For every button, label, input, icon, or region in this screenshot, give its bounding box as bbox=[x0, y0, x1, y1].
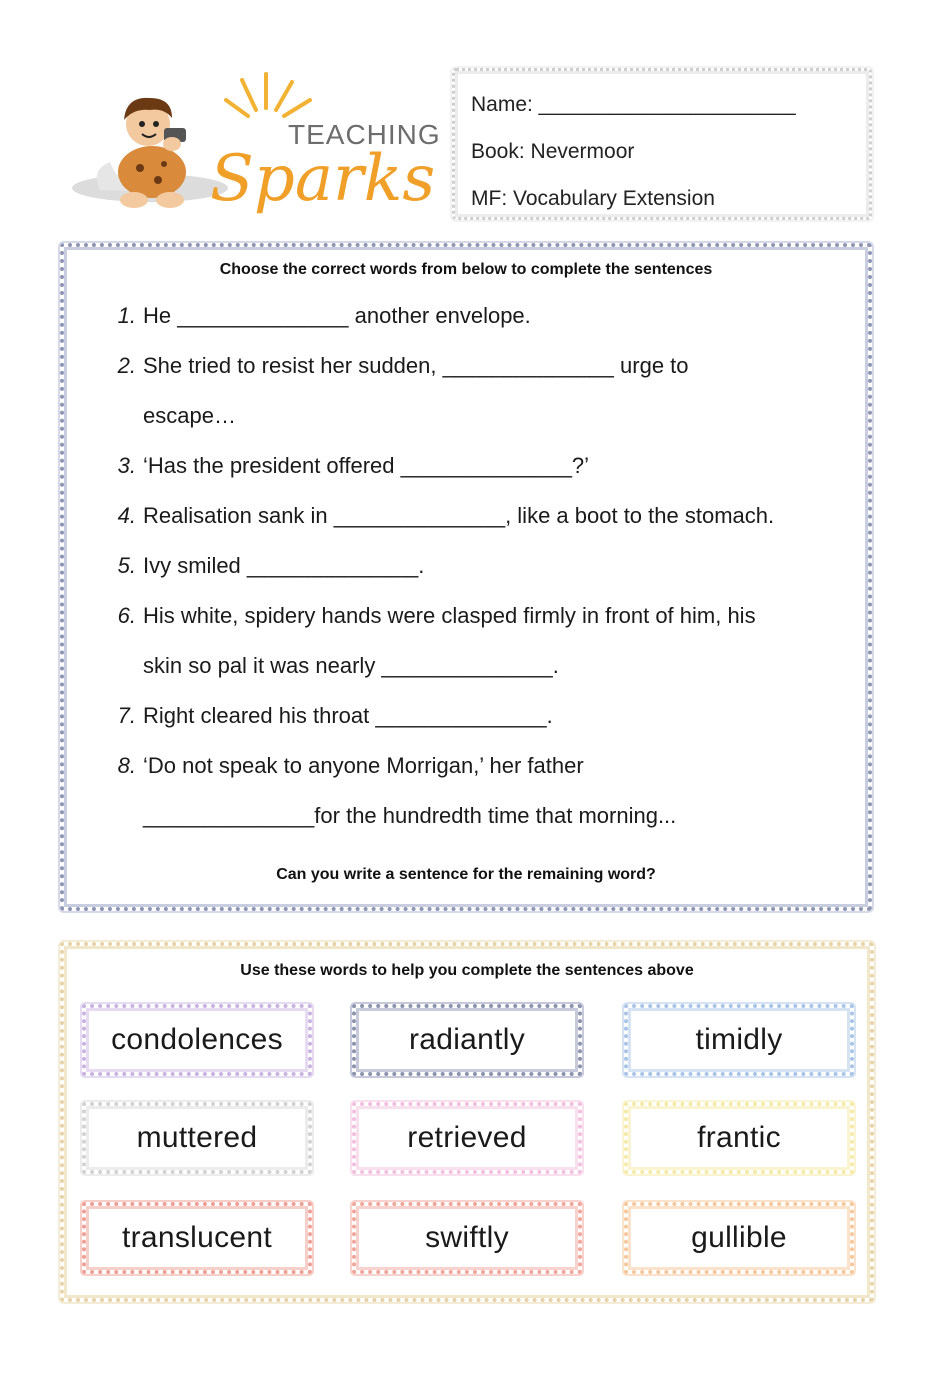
word-card[interactable]: condolences bbox=[82, 1004, 312, 1076]
sentence-number: 1. bbox=[117, 303, 136, 328]
name-line[interactable]: Name: ______________________ bbox=[471, 93, 796, 116]
logo-teaching-text: TEACHING bbox=[288, 119, 440, 150]
word-card[interactable]: retrieved bbox=[352, 1102, 582, 1174]
sentence-number: 5. bbox=[117, 553, 136, 578]
word-card[interactable]: timidly bbox=[624, 1004, 854, 1076]
sentence-list bbox=[106, 291, 866, 841]
sentence-row bbox=[106, 441, 866, 491]
word-card[interactable]: translucent bbox=[82, 1202, 312, 1274]
sentence-text[interactable]: He ______________ another envelope. bbox=[143, 303, 531, 328]
sentence-text[interactable]: Realisation sank in ______________, like a boot to the stomach. bbox=[143, 503, 775, 528]
remaining-word-prompt: Can you write a sentence for the remaining word? bbox=[276, 866, 656, 883]
sentence-text[interactable]: She tried to resist her sudden, ______________ urge to bbox=[143, 353, 689, 378]
teaching-sparks-logo bbox=[60, 70, 440, 220]
logo-sparks-text: Sparks bbox=[210, 142, 436, 216]
sentence-number: 2. bbox=[117, 353, 136, 378]
sentence-row bbox=[106, 691, 866, 741]
sentence-text[interactable]: ‘Has the president offered ______________?’ bbox=[143, 453, 590, 478]
sentence-text[interactable]: skin so pal it was nearly ______________. bbox=[143, 653, 559, 678]
word-card[interactable]: radiantly bbox=[352, 1004, 582, 1076]
sentence-number: 7. bbox=[117, 703, 136, 728]
sentence-row bbox=[106, 391, 866, 441]
sentence-row bbox=[106, 291, 866, 341]
word-card[interactable]: muttered bbox=[82, 1102, 312, 1174]
sentence-row bbox=[106, 741, 866, 791]
word-bank-panel bbox=[60, 942, 874, 1302]
mf-line: MF: Vocabulary Extension bbox=[471, 187, 715, 210]
sentence-number: 6. bbox=[117, 603, 136, 628]
word-card[interactable]: gullible bbox=[624, 1202, 854, 1274]
student-info-box bbox=[452, 68, 872, 220]
sentence-row bbox=[106, 541, 866, 591]
sentence-text[interactable]: Ivy smiled ______________. bbox=[143, 553, 425, 578]
spark-rays-icon bbox=[226, 74, 310, 116]
sentence-text: His white, spidery hands were clasped firmly in front of him, his bbox=[143, 603, 756, 628]
sentence-number: 8. bbox=[117, 753, 136, 778]
sentences-heading: Choose the correct words from below to complete the sentences bbox=[219, 261, 713, 278]
sentence-number: 4. bbox=[117, 503, 136, 528]
sentence-row bbox=[106, 641, 866, 691]
word-card[interactable]: frantic bbox=[624, 1102, 854, 1174]
sentence-text: ‘Do not speak to anyone Morrigan,’ her father bbox=[143, 753, 584, 778]
sentence-text: escape… bbox=[143, 403, 236, 428]
sentence-text[interactable]: Right cleared his throat ______________. bbox=[143, 703, 553, 728]
sentence-number: 3. bbox=[117, 453, 136, 478]
sentences-panel bbox=[60, 243, 872, 911]
sentence-text[interactable]: ______________for the hundredth time that morning... bbox=[143, 803, 677, 828]
sentence-row bbox=[106, 791, 866, 841]
sentence-row bbox=[106, 341, 866, 391]
word-card[interactable]: swiftly bbox=[352, 1202, 582, 1274]
book-line: Book: Nevermoor bbox=[471, 140, 635, 163]
sentence-row bbox=[106, 491, 866, 541]
word-bank-heading: Use these words to help you complete the sentences above bbox=[240, 962, 694, 979]
sentence-row bbox=[106, 591, 866, 641]
